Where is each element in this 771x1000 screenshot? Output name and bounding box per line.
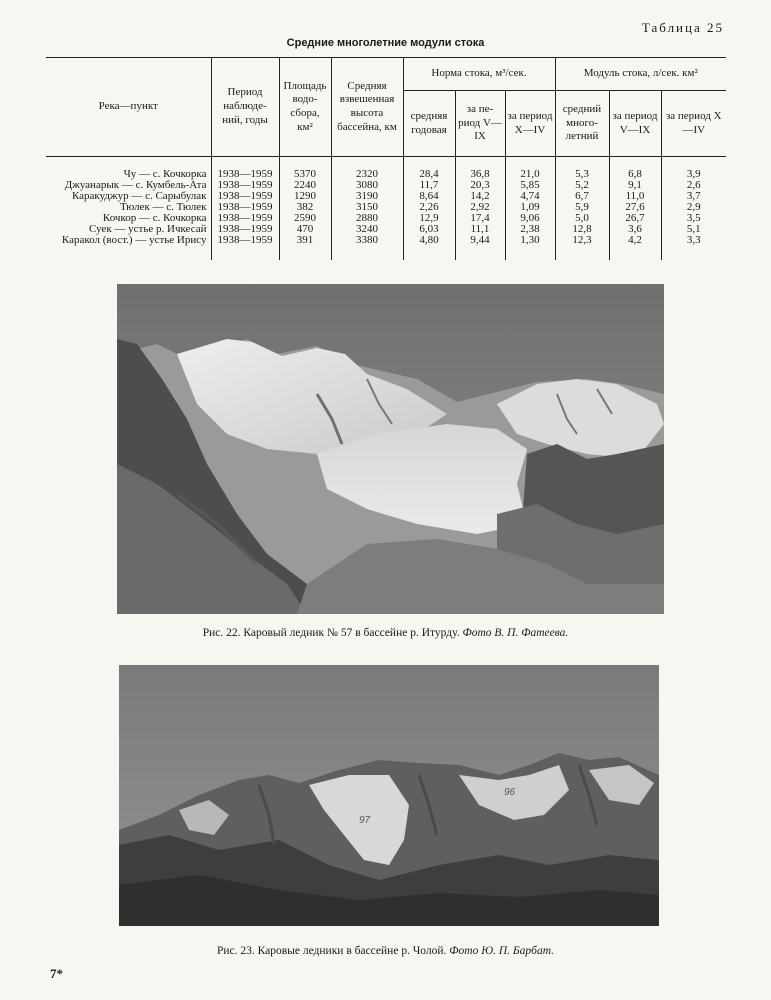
height-cell: 3150 — [331, 202, 403, 213]
river-name: Джуанарык — с. Кумбель-Ата — [64, 179, 207, 191]
figure-1-credit: Фото В. П. Фатеева. — [462, 627, 569, 639]
norm-v-ix-cell: 36,8 — [455, 157, 505, 181]
mod-x-iv-cell: 2,9 — [661, 202, 726, 213]
norm-annual-cell: 8,64 — [403, 191, 455, 202]
norm-annual-cell: 11,7 — [403, 180, 455, 191]
norm-v-ix-cell: 11,1 — [455, 224, 505, 235]
period-cell: 1938—1959 — [211, 202, 279, 213]
norm-v-ix-cell: 9,44 — [455, 235, 505, 260]
norm-v-ix-cell: 17,4 — [455, 213, 505, 224]
mod-v-ix-cell: 3,6 — [609, 224, 661, 235]
area-cell: 470 — [279, 224, 331, 235]
norm-x-iv-cell: 1,09 — [505, 202, 555, 213]
river-name: Тюлек — с. Тюлек — [119, 201, 207, 213]
figure-2-caption-text: Рис. 23. Каровые ледники в бассейне р. Чолой. — [216, 945, 447, 957]
mod-mean-cell: 12,8 — [555, 224, 609, 235]
norm-v-ix-cell: 14,2 — [455, 191, 505, 202]
header-norm-annual: средняя годовая — [403, 91, 455, 157]
norm-annual-cell: 6,03 — [403, 224, 455, 235]
mod-x-iv-cell: 5,1 — [661, 224, 726, 235]
norm-annual-cell: 28,4 — [403, 157, 455, 181]
area-cell: 2240 — [279, 180, 331, 191]
norm-x-iv-cell: 1,30 — [505, 235, 555, 260]
area-cell: 382 — [279, 202, 331, 213]
glacier-photo-1 — [117, 284, 664, 614]
header-norm-v-ix: за пе-риод V—IX — [455, 91, 505, 157]
river-name: Кочкор — с. Кочкорка — [102, 212, 207, 224]
norm-annual-cell: 12,9 — [403, 213, 455, 224]
mod-mean-cell: 12,3 — [555, 235, 609, 260]
header-norm-group: Норма стока, м³/сек. — [403, 58, 555, 91]
height-cell: 3080 — [331, 180, 403, 191]
header-mod-mean: средний много-летний — [555, 91, 609, 157]
glacier-photo-2 — [119, 665, 659, 926]
norm-x-iv-cell: 4,74 — [505, 191, 555, 202]
mod-x-iv-cell: 3,3 — [661, 235, 726, 260]
mod-mean-cell: 5,2 — [555, 180, 609, 191]
mod-v-ix-cell: 26,7 — [609, 213, 661, 224]
mod-v-ix-cell: 11,0 — [609, 191, 661, 202]
figure-2-credit: Фото Ю. П. Барбат. — [449, 945, 555, 957]
header-area: Площадь водо-сбора, км² — [279, 58, 331, 157]
header-river: Река—пункт — [46, 58, 211, 157]
area-cell: 2590 — [279, 213, 331, 224]
norm-v-ix-cell: 2,92 — [455, 202, 505, 213]
height-cell: 3240 — [331, 224, 403, 235]
header-height: Средняя взвешенная высота бассейна, км — [331, 58, 403, 157]
header-mod-v-ix: за период V—IX — [609, 91, 661, 157]
mod-x-iv-cell: 3,5 — [661, 213, 726, 224]
period-cell: 1938—1959 — [211, 191, 279, 202]
norm-v-ix-cell: 20,3 — [455, 180, 505, 191]
river-name: Чу — с. Кочкорка — [123, 168, 207, 180]
mod-v-ix-cell: 4,2 — [609, 235, 661, 260]
mod-mean-cell: 5,9 — [555, 202, 609, 213]
header-mod-x-iv: за период X—IV — [661, 91, 726, 157]
river-name: Каракол (вост.) — устье Ирису — [61, 234, 207, 246]
norm-x-iv-cell: 9,06 — [505, 213, 555, 224]
area-cell: 5370 — [279, 157, 331, 181]
mod-v-ix-cell: 27,6 — [609, 202, 661, 213]
glacier-label-97: 97 — [359, 815, 371, 826]
height-cell: 2320 — [331, 157, 403, 181]
mod-mean-cell: 6,7 — [555, 191, 609, 202]
area-cell: 391 — [279, 235, 331, 260]
period-cell: 1938—1959 — [211, 157, 279, 181]
period-cell: 1938—1959 — [211, 224, 279, 235]
mod-x-iv-cell: 3,7 — [661, 191, 726, 202]
figure-1-caption-text: Рис. 22. Каровый ледник № 57 в бассейне р. Итурду. — [202, 627, 460, 639]
norm-x-iv-cell: 2,38 — [505, 224, 555, 235]
mod-x-iv-cell: 3,9 — [661, 157, 726, 181]
mod-v-ix-cell: 9,1 — [609, 180, 661, 191]
table-row — [46, 235, 726, 260]
table-title: Средние многолетние модули стока — [286, 37, 485, 49]
runoff-table — [46, 57, 726, 260]
period-cell: 1938—1959 — [211, 213, 279, 224]
glacier-label-96: 96 — [504, 787, 516, 798]
norm-annual-cell: 4,80 — [403, 235, 455, 260]
mod-x-iv-cell: 2,6 — [661, 180, 726, 191]
page-number: 7* — [50, 966, 63, 981]
mod-v-ix-cell: 6,8 — [609, 157, 661, 181]
norm-x-iv-cell: 21,0 — [505, 157, 555, 181]
mod-mean-cell: 5,0 — [555, 213, 609, 224]
period-cell: 1938—1959 — [211, 180, 279, 191]
mod-mean-cell: 5,3 — [555, 157, 609, 181]
header-period: Период наблюде-ний, годы — [211, 58, 279, 157]
height-cell: 2880 — [331, 213, 403, 224]
norm-x-iv-cell: 5,85 — [505, 180, 555, 191]
header-norm-x-iv: за период X—IV — [505, 91, 555, 157]
period-cell: 1938—1959 — [211, 235, 279, 260]
river-name: Суек — устье р. Ичкесай — [89, 223, 207, 235]
height-cell: 3190 — [331, 191, 403, 202]
table-row — [46, 157, 726, 181]
norm-annual-cell: 2,26 — [403, 202, 455, 213]
height-cell: 3380 — [331, 235, 403, 260]
river-name: Каракуджур — с. Сарыбулак — [71, 190, 207, 202]
figure-1-caption — [0, 627, 771, 639]
table-number: Таблица 25 — [641, 20, 724, 35]
area-cell: 1290 — [279, 191, 331, 202]
header-module-group: Модуль стока, л/сек. км² — [555, 58, 726, 91]
figure-2-caption — [0, 945, 771, 957]
